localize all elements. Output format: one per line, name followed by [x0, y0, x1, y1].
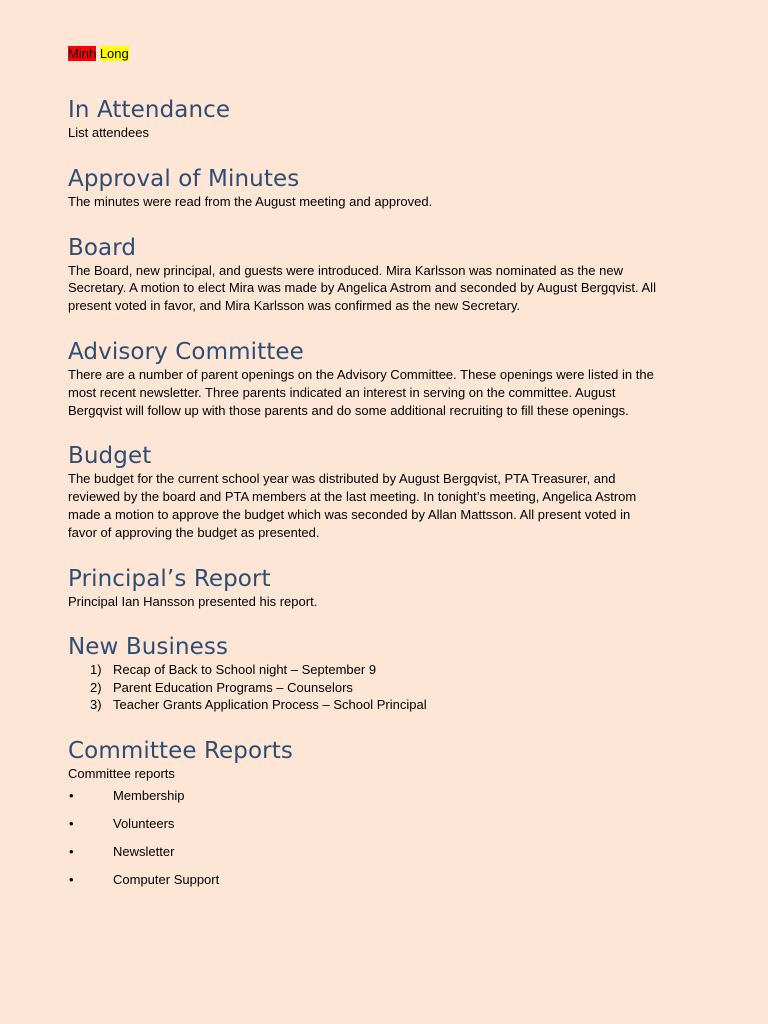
- author-last-name-highlighted: Long: [99, 46, 129, 61]
- body-advisory-committee: [68, 366, 708, 419]
- document-page: [68, 46, 708, 899]
- body-line: Bergqvist will follow up with those parents and do some additional recruiting to fill these openings.: [68, 402, 629, 418]
- section-budget: [68, 442, 708, 541]
- list-item-number: 1): [90, 662, 102, 678]
- author-name: [68, 46, 708, 62]
- section-new-business: [68, 633, 708, 714]
- section-board: [68, 234, 708, 315]
- heading-budget: Budget: [68, 443, 152, 470]
- list-item-number: 2): [90, 679, 102, 695]
- body-line: There are a number of parent openings on the Advisory Committee. These openings were listed in the: [68, 366, 654, 382]
- heading-committee-reports: Committee Reports: [68, 737, 293, 764]
- heading-board: Board: [68, 234, 137, 261]
- committee-reports-list: [68, 787, 708, 889]
- list-item: [68, 696, 708, 714]
- list-item-text: Membership: [113, 787, 185, 803]
- bullet-icon: •: [69, 872, 74, 888]
- body-line: The Board, new principal, and guests were introduced. Mira Karlsson was nominated as the new: [68, 262, 623, 278]
- section-advisory-committee: [68, 338, 708, 419]
- bullet-icon: •: [69, 844, 74, 860]
- heading-principals-report: Principal’s Report: [68, 565, 271, 592]
- body-line: most recent newsletter. Three parents indicated an interest in serving on the committee. August: [68, 384, 616, 400]
- list-item-text: Computer Support: [113, 872, 220, 888]
- heading-in-attendance: In Attendance: [68, 97, 231, 123]
- body-line: The budget for the current school year was distributed by August Bergqvist, PTA Treasurer, and: [68, 471, 616, 487]
- bullet-icon: •: [69, 787, 74, 803]
- list-item: [68, 843, 708, 860]
- heading-new-business: New Business: [68, 634, 229, 661]
- body-committee-reports: Committee reports: [68, 765, 175, 781]
- body-line: favor of approving the budget as presented.: [68, 524, 320, 540]
- body-principals-report: Principal Ian Hansson presented his report.: [68, 593, 318, 609]
- section-in-attendance: [68, 96, 708, 142]
- body-line: made a motion to approve the budget which was seconded by Allan Mattsson. All present voted in: [68, 506, 631, 522]
- body-board: [68, 262, 708, 315]
- list-item: [68, 661, 708, 679]
- body-approval-of-minutes: The minutes were read from the August meeting and approved.: [68, 193, 433, 209]
- list-item-text: Teacher Grants Application Process – School Principal: [113, 697, 427, 713]
- list-item-number: 3): [90, 697, 102, 713]
- heading-advisory-committee: Advisory Committee: [68, 338, 304, 365]
- body-line: present voted in favor, and Mira Karlsson was confirmed as the new Secretary.: [68, 298, 521, 314]
- list-item: [68, 815, 708, 832]
- list-item-text: Recap of Back to School night – September 9: [113, 662, 377, 678]
- body-in-attendance: List attendees: [68, 125, 149, 140]
- body-line: reviewed by the board and PTA members at the last meeting. In tonight’s meeting, Angelica Astrom: [68, 489, 637, 505]
- section-principals-report: [68, 565, 708, 611]
- body-line: Secretary. A motion to elect Mira was made by Angelica Astrom and seconded by August Bergqvist. All: [68, 280, 656, 296]
- heading-approval-of-minutes: Approval of Minutes: [68, 165, 300, 192]
- new-business-list: [68, 661, 708, 714]
- list-item: [68, 679, 708, 697]
- list-item-text: Volunteers: [113, 815, 175, 831]
- bullet-icon: •: [69, 815, 74, 831]
- list-item-text: Newsletter: [113, 844, 175, 860]
- section-approval-of-minutes: [68, 165, 708, 211]
- list-item-text: Parent Education Programs – Counselors: [113, 679, 353, 695]
- author-first-name-highlighted: Minh: [68, 46, 97, 61]
- section-committee-reports: [68, 737, 708, 888]
- list-item: [68, 871, 708, 888]
- list-item: [68, 787, 708, 804]
- body-budget: [68, 470, 708, 541]
